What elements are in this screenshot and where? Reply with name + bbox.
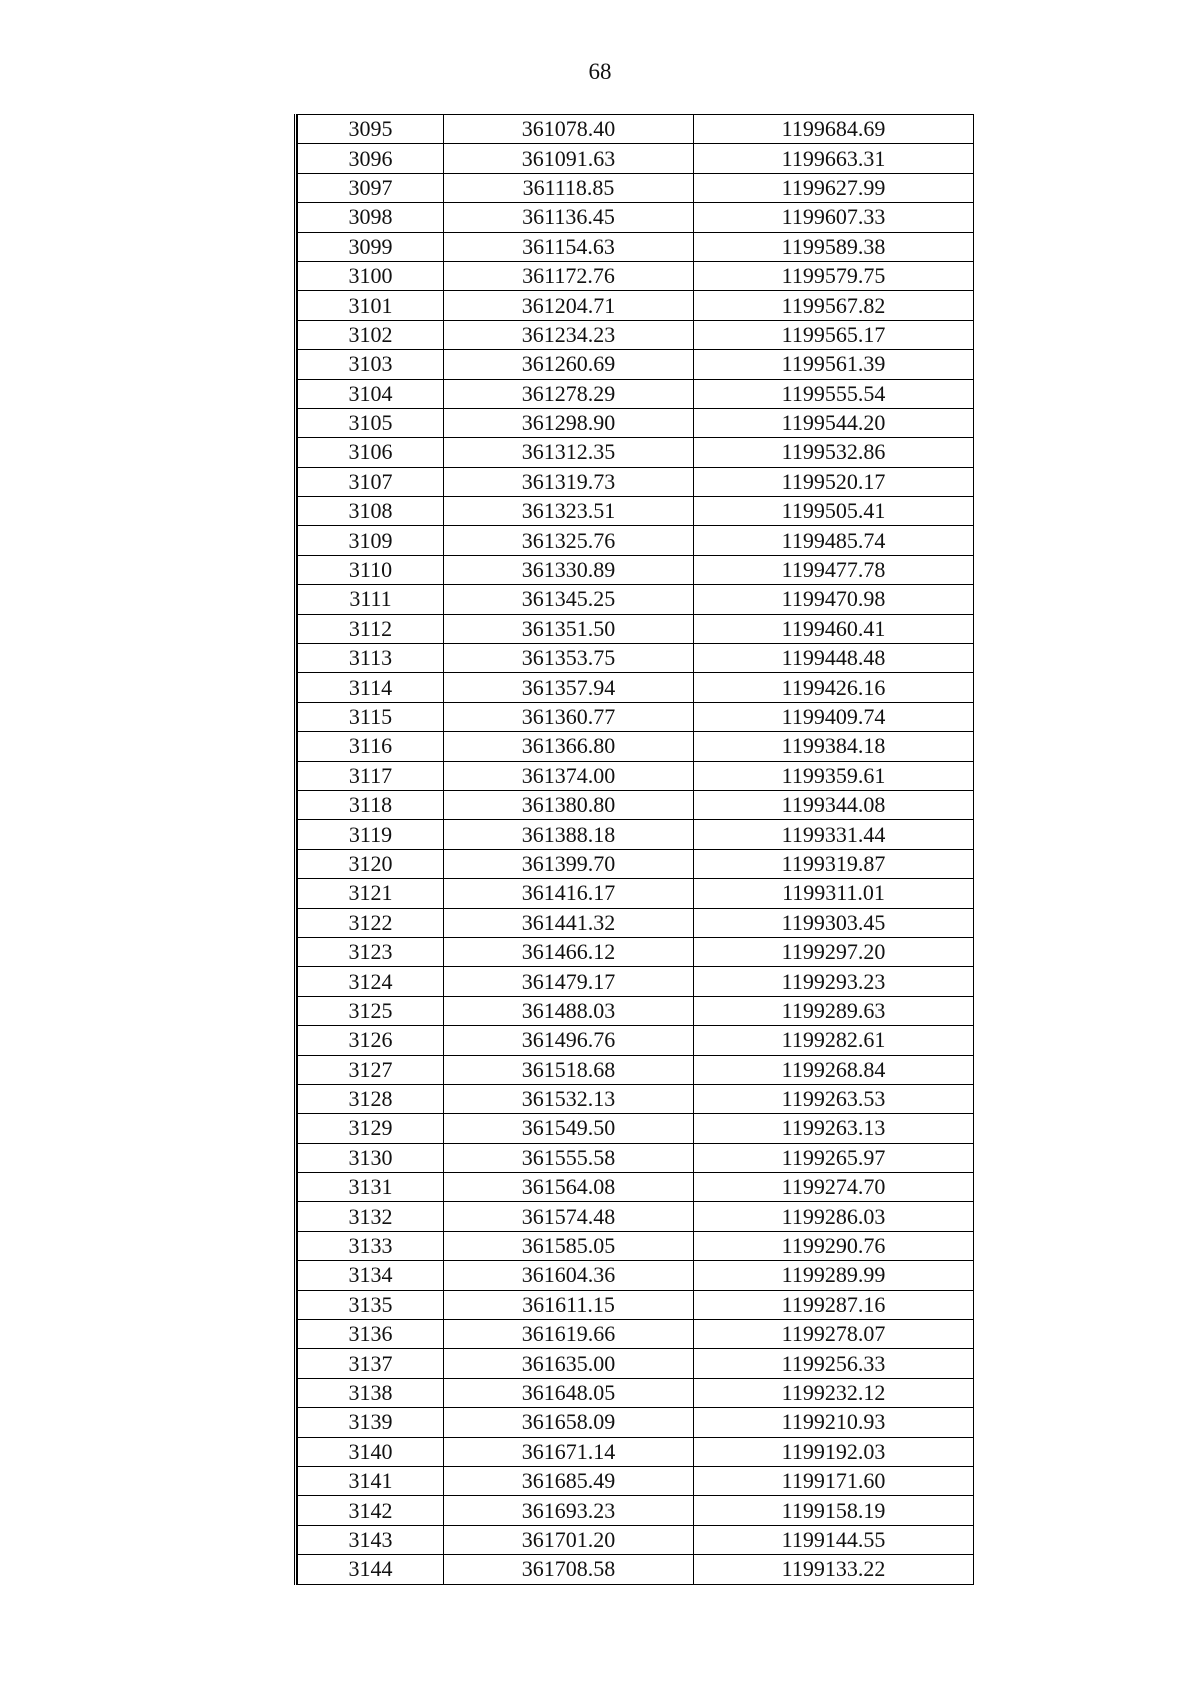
coordinates-table-body bbox=[298, 115, 974, 1585]
table-row bbox=[298, 1320, 974, 1349]
y-coordinate-cell: 1199477.78 bbox=[694, 555, 974, 584]
point-number-cell: 3130 bbox=[298, 1143, 444, 1172]
y-coordinate-cell: 1199589.38 bbox=[694, 232, 974, 261]
point-number-cell: 3108 bbox=[298, 497, 444, 526]
y-coordinate-cell: 1199268.84 bbox=[694, 1055, 974, 1084]
y-coordinate-cell: 1199579.75 bbox=[694, 261, 974, 290]
table-row bbox=[298, 1202, 974, 1231]
y-coordinate-cell: 1199289.99 bbox=[694, 1261, 974, 1290]
point-number-cell: 3117 bbox=[298, 761, 444, 790]
table-row bbox=[298, 702, 974, 731]
table-row bbox=[298, 467, 974, 496]
x-coordinate-cell: 361319.73 bbox=[444, 467, 694, 496]
x-coordinate-cell: 361658.09 bbox=[444, 1408, 694, 1437]
x-coordinate-cell: 361323.51 bbox=[444, 497, 694, 526]
table-row bbox=[298, 1026, 974, 1055]
x-coordinate-cell: 361136.45 bbox=[444, 203, 694, 232]
coordinates-table-container bbox=[294, 114, 973, 1585]
point-number-cell: 3107 bbox=[298, 467, 444, 496]
table-row bbox=[298, 1231, 974, 1260]
x-coordinate-cell: 361357.94 bbox=[444, 673, 694, 702]
table-row bbox=[298, 996, 974, 1025]
table-row bbox=[298, 585, 974, 614]
y-coordinate-cell: 1199663.31 bbox=[694, 144, 974, 173]
table-row bbox=[298, 820, 974, 849]
point-number-cell: 3112 bbox=[298, 614, 444, 643]
point-number-cell: 3124 bbox=[298, 967, 444, 996]
table-row bbox=[298, 1349, 974, 1378]
x-coordinate-cell: 361374.00 bbox=[444, 761, 694, 790]
y-coordinate-cell: 1199286.03 bbox=[694, 1202, 974, 1231]
point-number-cell: 3141 bbox=[298, 1466, 444, 1495]
point-number-cell: 3128 bbox=[298, 1084, 444, 1113]
y-coordinate-cell: 1199359.61 bbox=[694, 761, 974, 790]
y-coordinate-cell: 1199278.07 bbox=[694, 1320, 974, 1349]
x-coordinate-cell: 361648.05 bbox=[444, 1378, 694, 1407]
point-number-cell: 3105 bbox=[298, 408, 444, 437]
point-number-cell: 3101 bbox=[298, 291, 444, 320]
y-coordinate-cell: 1199485.74 bbox=[694, 526, 974, 555]
x-coordinate-cell: 361325.76 bbox=[444, 526, 694, 555]
table-row bbox=[298, 173, 974, 202]
x-coordinate-cell: 361574.48 bbox=[444, 1202, 694, 1231]
table-row bbox=[298, 379, 974, 408]
table-row bbox=[298, 908, 974, 937]
y-coordinate-cell: 1199144.55 bbox=[694, 1525, 974, 1554]
x-coordinate-cell: 361360.77 bbox=[444, 702, 694, 731]
y-coordinate-cell: 1199448.48 bbox=[694, 644, 974, 673]
y-coordinate-cell: 1199256.33 bbox=[694, 1349, 974, 1378]
table-row bbox=[298, 497, 974, 526]
point-number-cell: 3097 bbox=[298, 173, 444, 202]
x-coordinate-cell: 361604.36 bbox=[444, 1261, 694, 1290]
y-coordinate-cell: 1199409.74 bbox=[694, 702, 974, 731]
x-coordinate-cell: 361488.03 bbox=[444, 996, 694, 1025]
x-coordinate-cell: 361693.23 bbox=[444, 1496, 694, 1525]
point-number-cell: 3142 bbox=[298, 1496, 444, 1525]
point-number-cell: 3110 bbox=[298, 555, 444, 584]
point-number-cell: 3125 bbox=[298, 996, 444, 1025]
x-coordinate-cell: 361388.18 bbox=[444, 820, 694, 849]
y-coordinate-cell: 1199505.41 bbox=[694, 497, 974, 526]
y-coordinate-cell: 1199210.93 bbox=[694, 1408, 974, 1437]
table-row bbox=[298, 408, 974, 437]
x-coordinate-cell: 361701.20 bbox=[444, 1525, 694, 1554]
point-number-cell: 3135 bbox=[298, 1290, 444, 1319]
x-coordinate-cell: 361619.66 bbox=[444, 1320, 694, 1349]
x-coordinate-cell: 361154.63 bbox=[444, 232, 694, 261]
table-row bbox=[298, 937, 974, 966]
point-number-cell: 3137 bbox=[298, 1349, 444, 1378]
y-coordinate-cell: 1199289.63 bbox=[694, 996, 974, 1025]
y-coordinate-cell: 1199274.70 bbox=[694, 1173, 974, 1202]
x-coordinate-cell: 361708.58 bbox=[444, 1555, 694, 1584]
y-coordinate-cell: 1199627.99 bbox=[694, 173, 974, 202]
y-coordinate-cell: 1199282.61 bbox=[694, 1026, 974, 1055]
point-number-cell: 3096 bbox=[298, 144, 444, 173]
y-coordinate-cell: 1199607.33 bbox=[694, 203, 974, 232]
x-coordinate-cell: 361366.80 bbox=[444, 732, 694, 761]
coordinates-table bbox=[297, 114, 974, 1585]
y-coordinate-cell: 1199290.76 bbox=[694, 1231, 974, 1260]
table-row bbox=[298, 1525, 974, 1554]
point-number-cell: 3120 bbox=[298, 849, 444, 878]
table-row bbox=[298, 1466, 974, 1495]
x-coordinate-cell: 361078.40 bbox=[444, 115, 694, 144]
x-coordinate-cell: 361399.70 bbox=[444, 849, 694, 878]
point-number-cell: 3129 bbox=[298, 1114, 444, 1143]
y-coordinate-cell: 1199544.20 bbox=[694, 408, 974, 437]
x-coordinate-cell: 361685.49 bbox=[444, 1466, 694, 1495]
x-coordinate-cell: 361479.17 bbox=[444, 967, 694, 996]
x-coordinate-cell: 361091.63 bbox=[444, 144, 694, 173]
point-number-cell: 3106 bbox=[298, 438, 444, 467]
x-coordinate-cell: 361564.08 bbox=[444, 1173, 694, 1202]
table-row bbox=[298, 555, 974, 584]
point-number-cell: 3121 bbox=[298, 879, 444, 908]
y-coordinate-cell: 1199158.19 bbox=[694, 1496, 974, 1525]
table-row bbox=[298, 1084, 974, 1113]
y-coordinate-cell: 1199303.45 bbox=[694, 908, 974, 937]
table-row bbox=[298, 203, 974, 232]
y-coordinate-cell: 1199684.69 bbox=[694, 115, 974, 144]
table-row bbox=[298, 526, 974, 555]
y-coordinate-cell: 1199293.23 bbox=[694, 967, 974, 996]
x-coordinate-cell: 361441.32 bbox=[444, 908, 694, 937]
point-number-cell: 3111 bbox=[298, 585, 444, 614]
table-row bbox=[298, 1290, 974, 1319]
y-coordinate-cell: 1199426.16 bbox=[694, 673, 974, 702]
point-number-cell: 3113 bbox=[298, 644, 444, 673]
point-number-cell: 3134 bbox=[298, 1261, 444, 1290]
point-number-cell: 3140 bbox=[298, 1437, 444, 1466]
x-coordinate-cell: 361466.12 bbox=[444, 937, 694, 966]
x-coordinate-cell: 361518.68 bbox=[444, 1055, 694, 1084]
table-row bbox=[298, 644, 974, 673]
table-row bbox=[298, 849, 974, 878]
x-coordinate-cell: 361635.00 bbox=[444, 1349, 694, 1378]
x-coordinate-cell: 361532.13 bbox=[444, 1084, 694, 1113]
y-coordinate-cell: 1199265.97 bbox=[694, 1143, 974, 1172]
table-row bbox=[298, 291, 974, 320]
point-number-cell: 3098 bbox=[298, 203, 444, 232]
point-number-cell: 3133 bbox=[298, 1231, 444, 1260]
point-number-cell: 3100 bbox=[298, 261, 444, 290]
x-coordinate-cell: 361353.75 bbox=[444, 644, 694, 673]
table-row bbox=[298, 438, 974, 467]
point-number-cell: 3136 bbox=[298, 1320, 444, 1349]
point-number-cell: 3138 bbox=[298, 1378, 444, 1407]
point-number-cell: 3131 bbox=[298, 1173, 444, 1202]
point-number-cell: 3109 bbox=[298, 526, 444, 555]
y-coordinate-cell: 1199297.20 bbox=[694, 937, 974, 966]
point-number-cell: 3122 bbox=[298, 908, 444, 937]
point-number-cell: 3114 bbox=[298, 673, 444, 702]
table-row bbox=[298, 261, 974, 290]
table-row bbox=[298, 1408, 974, 1437]
x-coordinate-cell: 361330.89 bbox=[444, 555, 694, 584]
x-coordinate-cell: 361496.76 bbox=[444, 1026, 694, 1055]
y-coordinate-cell: 1199133.22 bbox=[694, 1555, 974, 1584]
x-coordinate-cell: 361585.05 bbox=[444, 1231, 694, 1260]
y-coordinate-cell: 1199532.86 bbox=[694, 438, 974, 467]
point-number-cell: 3104 bbox=[298, 379, 444, 408]
y-coordinate-cell: 1199567.82 bbox=[694, 291, 974, 320]
table-row bbox=[298, 790, 974, 819]
point-number-cell: 3103 bbox=[298, 350, 444, 379]
y-coordinate-cell: 1199344.08 bbox=[694, 790, 974, 819]
x-coordinate-cell: 361298.90 bbox=[444, 408, 694, 437]
table-row bbox=[298, 232, 974, 261]
point-number-cell: 3102 bbox=[298, 320, 444, 349]
table-row bbox=[298, 732, 974, 761]
x-coordinate-cell: 361312.35 bbox=[444, 438, 694, 467]
x-coordinate-cell: 361234.23 bbox=[444, 320, 694, 349]
point-number-cell: 3139 bbox=[298, 1408, 444, 1437]
y-coordinate-cell: 1199565.17 bbox=[694, 320, 974, 349]
point-number-cell: 3118 bbox=[298, 790, 444, 819]
point-number-cell: 3144 bbox=[298, 1555, 444, 1584]
x-coordinate-cell: 361345.25 bbox=[444, 585, 694, 614]
x-coordinate-cell: 361611.15 bbox=[444, 1290, 694, 1319]
point-number-cell: 3116 bbox=[298, 732, 444, 761]
table-row bbox=[298, 1114, 974, 1143]
y-coordinate-cell: 1199263.53 bbox=[694, 1084, 974, 1113]
point-number-cell: 3123 bbox=[298, 937, 444, 966]
table-row bbox=[298, 350, 974, 379]
y-coordinate-cell: 1199287.16 bbox=[694, 1290, 974, 1319]
table-row bbox=[298, 1173, 974, 1202]
table-row bbox=[298, 673, 974, 702]
y-coordinate-cell: 1199232.12 bbox=[694, 1378, 974, 1407]
point-number-cell: 3127 bbox=[298, 1055, 444, 1084]
y-coordinate-cell: 1199263.13 bbox=[694, 1114, 974, 1143]
y-coordinate-cell: 1199561.39 bbox=[694, 350, 974, 379]
table-row bbox=[298, 144, 974, 173]
y-coordinate-cell: 1199171.60 bbox=[694, 1466, 974, 1495]
page-number: 68 bbox=[588, 59, 612, 84]
x-coordinate-cell: 361351.50 bbox=[444, 614, 694, 643]
table-row bbox=[298, 1055, 974, 1084]
x-coordinate-cell: 361380.80 bbox=[444, 790, 694, 819]
point-number-cell: 3126 bbox=[298, 1026, 444, 1055]
y-coordinate-cell: 1199460.41 bbox=[694, 614, 974, 643]
point-number-cell: 3115 bbox=[298, 702, 444, 731]
table-row bbox=[298, 1261, 974, 1290]
x-coordinate-cell: 361260.69 bbox=[444, 350, 694, 379]
y-coordinate-cell: 1199192.03 bbox=[694, 1437, 974, 1466]
y-coordinate-cell: 1199319.87 bbox=[694, 849, 974, 878]
y-coordinate-cell: 1199470.98 bbox=[694, 585, 974, 614]
x-coordinate-cell: 361278.29 bbox=[444, 379, 694, 408]
y-coordinate-cell: 1199311.01 bbox=[694, 879, 974, 908]
x-coordinate-cell: 361118.85 bbox=[444, 173, 694, 202]
table-row bbox=[298, 614, 974, 643]
x-coordinate-cell: 361416.17 bbox=[444, 879, 694, 908]
point-number-cell: 3143 bbox=[298, 1525, 444, 1554]
table-row bbox=[298, 115, 974, 144]
x-coordinate-cell: 361555.58 bbox=[444, 1143, 694, 1172]
y-coordinate-cell: 1199555.54 bbox=[694, 379, 974, 408]
table-row bbox=[298, 761, 974, 790]
point-number-cell: 3132 bbox=[298, 1202, 444, 1231]
table-row bbox=[298, 1143, 974, 1172]
table-row bbox=[298, 1437, 974, 1466]
x-coordinate-cell: 361172.76 bbox=[444, 261, 694, 290]
x-coordinate-cell: 361204.71 bbox=[444, 291, 694, 320]
x-coordinate-cell: 361549.50 bbox=[444, 1114, 694, 1143]
table-row bbox=[298, 1555, 974, 1584]
point-number-cell: 3095 bbox=[298, 115, 444, 144]
point-number-cell: 3119 bbox=[298, 820, 444, 849]
y-coordinate-cell: 1199384.18 bbox=[694, 732, 974, 761]
table-row bbox=[298, 879, 974, 908]
x-coordinate-cell: 361671.14 bbox=[444, 1437, 694, 1466]
y-coordinate-cell: 1199331.44 bbox=[694, 820, 974, 849]
table-row bbox=[298, 1496, 974, 1525]
table-row bbox=[298, 320, 974, 349]
y-coordinate-cell: 1199520.17 bbox=[694, 467, 974, 496]
table-row bbox=[298, 1378, 974, 1407]
table-row bbox=[298, 967, 974, 996]
point-number-cell: 3099 bbox=[298, 232, 444, 261]
